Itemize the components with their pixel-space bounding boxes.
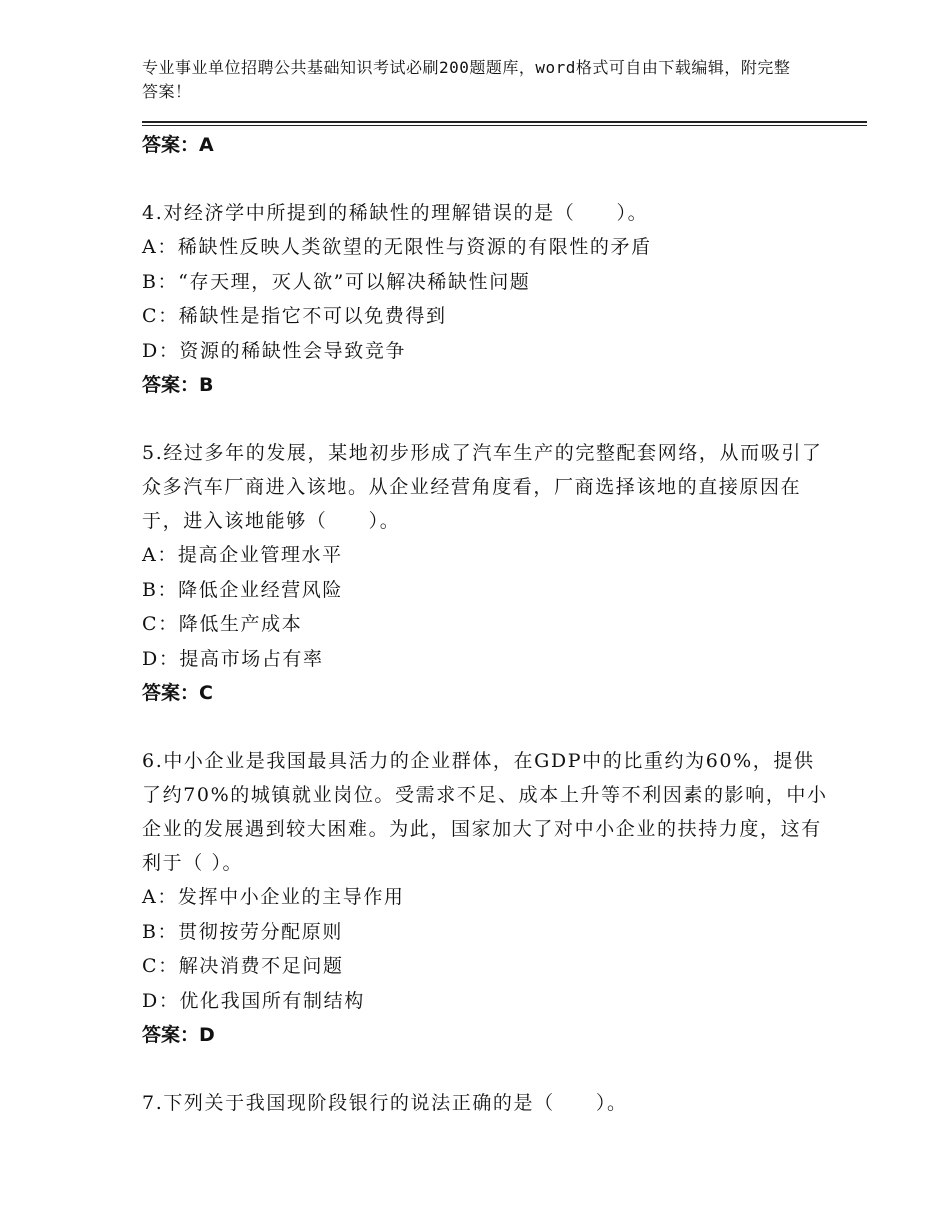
question-item <box>142 196 832 400</box>
option-b: B：贯彻按劳分配原则 <box>142 920 343 943</box>
option-b: B：“存天理，灭人欲”可以解决稀缺性问题 <box>142 270 531 293</box>
option-c: C：降低生产成本 <box>142 613 303 635</box>
option-c: C：稀缺性是指它不可以免费得到 <box>142 305 447 327</box>
question-stem: 5.经过多年的发展，某地初步形成了汽车生产的完整配套网络，从而吸引了众多汽车厂商进入该地。从企业经营角度看，厂商选择该地的直接原因在于，进入该地能够（ ）。 <box>142 442 823 532</box>
answer-label: 答案：B <box>142 374 214 396</box>
answer-label: 答案：D <box>142 1024 215 1046</box>
option-d: D：优化我国所有制结构 <box>142 989 365 1012</box>
option-d: D：提高市场占有率 <box>142 647 324 670</box>
answer-label: 答案：C <box>142 682 213 704</box>
option-c: C：解决消费不足问题 <box>142 955 344 977</box>
option-d: D：资源的稀缺性会导致竞争 <box>142 339 407 362</box>
question-stem: 6.中小企业是我国最具活力的企业群体，在GDP中的比重约为60%，提供了约70%的城镇就业岗位。受需求不足、成本上升等不利因素的影响，中小企业的发展遇到较大困难。为此，国家加大了对中小企业的扶持力度，这有利于（ ）。 <box>142 750 828 874</box>
option-a: A：稀缺性反映人类欲望的无限性与资源的有限性的矛盾 <box>142 236 652 258</box>
option-a: A：发挥中小企业的主导作用 <box>142 886 405 908</box>
question-stem: 7.下列关于我国现阶段银行的说法正确的是（ ）。 <box>142 1092 628 1114</box>
question-item <box>142 436 832 708</box>
question-stem: 4.对经济学中所提到的稀缺性的理解错误的是（ ）。 <box>142 202 649 224</box>
option-b: B：降低企业经营风险 <box>142 578 343 601</box>
option-a: A：提高企业管理水平 <box>142 544 343 566</box>
document-body <box>142 128 832 1120</box>
document-header: 专业事业单位招聘公共基础知识考试必刷200题题库，word格式可自由下载编辑，附完整答案！ <box>142 58 791 101</box>
question-item <box>142 1086 832 1120</box>
header-rule-thick <box>142 121 867 123</box>
question-item <box>142 744 832 1050</box>
header-rule-thin <box>142 125 867 126</box>
answer-label: 答案：A <box>142 134 214 156</box>
